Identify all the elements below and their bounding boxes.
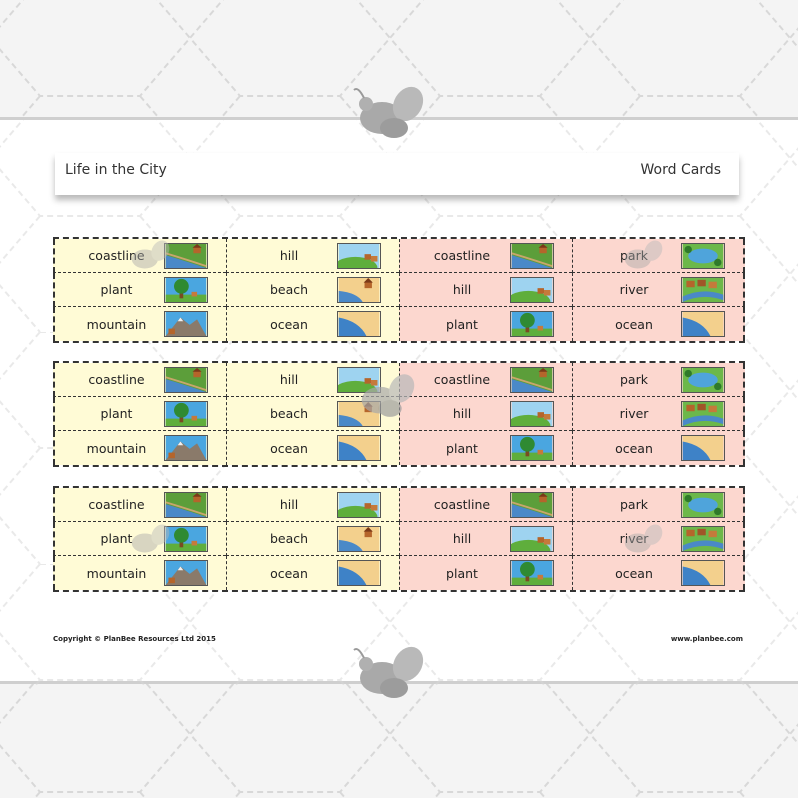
word-card-label: park — [620, 372, 648, 387]
ocean-picture-icon — [337, 435, 381, 461]
plant-picture-icon — [510, 560, 554, 586]
word-card-label: ocean — [270, 316, 308, 332]
page-subtitle: Word Cards — [640, 162, 721, 178]
word-card — [572, 307, 745, 341]
word-card-label: plant — [446, 565, 478, 581]
word-card-label: park — [620, 248, 648, 263]
mountain-picture-icon — [164, 560, 208, 586]
beach-picture-icon — [337, 526, 381, 552]
word-card-sheet-3 — [53, 486, 745, 592]
word-card-sheet-1 — [53, 237, 745, 343]
word-card — [399, 307, 572, 341]
word-card-label: park — [620, 497, 648, 512]
word-card-label: river — [619, 282, 649, 297]
mountain-picture-icon — [164, 435, 208, 461]
page-title: Life in the City — [65, 162, 167, 178]
word-card — [226, 556, 399, 590]
word-card — [572, 431, 745, 465]
word-card-label: hill — [279, 248, 299, 263]
word-card-label: coastline — [433, 248, 491, 263]
word-card — [399, 522, 572, 556]
word-card — [53, 307, 226, 341]
word-card-label: coastline — [433, 497, 491, 512]
word-card — [226, 239, 399, 273]
word-card — [399, 397, 572, 431]
word-card — [572, 556, 745, 590]
park-picture-icon — [681, 492, 725, 518]
word-card-label: ocean — [270, 440, 308, 456]
word-card-label: hill — [279, 372, 299, 387]
copyright-text: Copyright © PlanBee Resources Ltd 2015 — [53, 635, 216, 643]
word-card — [226, 488, 399, 522]
word-card-label: hill — [452, 282, 472, 297]
plant-picture-icon — [510, 311, 554, 337]
coastline-picture-icon — [510, 367, 554, 393]
hill-picture-icon — [510, 401, 554, 427]
plant-picture-icon — [164, 277, 208, 303]
word-card — [53, 397, 226, 431]
word-card-label: ocean — [615, 565, 653, 581]
hill-picture-icon — [337, 492, 381, 518]
coastline-picture-icon — [510, 492, 554, 518]
hill-picture-icon — [337, 367, 381, 393]
header-bar — [55, 153, 739, 195]
coastline-picture-icon — [164, 367, 208, 393]
word-card-label: plant — [446, 440, 478, 456]
word-card — [572, 363, 745, 397]
word-card-label: mountain — [86, 316, 147, 332]
word-card — [53, 488, 226, 522]
plant-picture-icon — [510, 435, 554, 461]
hill-picture-icon — [337, 243, 381, 269]
coastline-picture-icon — [164, 492, 208, 518]
word-card — [53, 556, 226, 590]
ocean-picture-icon — [337, 311, 381, 337]
hill-picture-icon — [510, 526, 554, 552]
word-card-label: mountain — [86, 565, 147, 581]
word-card-label: mountain — [86, 440, 147, 456]
word-card — [226, 397, 399, 431]
word-card — [572, 397, 745, 431]
word-card-label: coastline — [433, 372, 491, 387]
river-picture-icon — [681, 401, 725, 427]
river-picture-icon — [681, 277, 725, 303]
word-card — [226, 363, 399, 397]
river-picture-icon — [681, 526, 725, 552]
word-card — [572, 522, 745, 556]
word-card — [53, 239, 226, 273]
word-card-label: beach — [269, 282, 309, 297]
word-card — [399, 239, 572, 273]
beach-picture-icon — [337, 401, 381, 427]
word-card-label: ocean — [270, 565, 308, 581]
word-card — [226, 431, 399, 465]
word-card-label: plant — [446, 316, 478, 332]
word-card — [226, 273, 399, 307]
word-card-label: ocean — [615, 316, 653, 332]
worksheet — [0, 117, 798, 684]
word-card — [399, 363, 572, 397]
word-card-label: plant — [100, 531, 133, 546]
ocean-picture-icon — [337, 560, 381, 586]
beach-picture-icon — [337, 277, 381, 303]
word-card-label: hill — [452, 406, 472, 421]
plant-picture-icon — [164, 526, 208, 552]
ocean-picture-icon — [681, 311, 725, 337]
ocean-picture-icon — [681, 435, 725, 461]
word-card — [399, 556, 572, 590]
word-card — [572, 273, 745, 307]
word-card — [53, 522, 226, 556]
plant-picture-icon — [164, 401, 208, 427]
website-text: www.planbee.com — [670, 635, 743, 643]
word-card-label: beach — [269, 531, 309, 546]
park-picture-icon — [681, 243, 725, 269]
word-card — [226, 307, 399, 341]
word-card — [572, 488, 745, 522]
word-card — [399, 273, 572, 307]
park-picture-icon — [681, 367, 725, 393]
word-card-sheet-2 — [53, 361, 745, 467]
word-card-label: river — [619, 531, 649, 546]
word-card-label: hill — [279, 497, 299, 512]
word-card-label: ocean — [615, 440, 653, 456]
mountain-picture-icon — [164, 311, 208, 337]
word-card — [53, 363, 226, 397]
word-card-label: plant — [100, 282, 133, 297]
word-card-label: river — [619, 406, 649, 421]
word-card-label: coastline — [88, 497, 145, 512]
word-card — [226, 522, 399, 556]
hill-picture-icon — [510, 277, 554, 303]
word-card-label: coastline — [88, 248, 145, 263]
ocean-picture-icon — [681, 560, 725, 586]
coastline-picture-icon — [510, 243, 554, 269]
word-card — [53, 273, 226, 307]
word-card — [572, 239, 745, 273]
word-card — [53, 431, 226, 465]
word-card-label: plant — [100, 406, 133, 421]
word-card-label: coastline — [88, 372, 145, 387]
word-card-label: beach — [269, 406, 309, 421]
word-card-label: hill — [452, 531, 472, 546]
word-card — [399, 488, 572, 522]
word-card — [399, 431, 572, 465]
coastline-picture-icon — [164, 243, 208, 269]
